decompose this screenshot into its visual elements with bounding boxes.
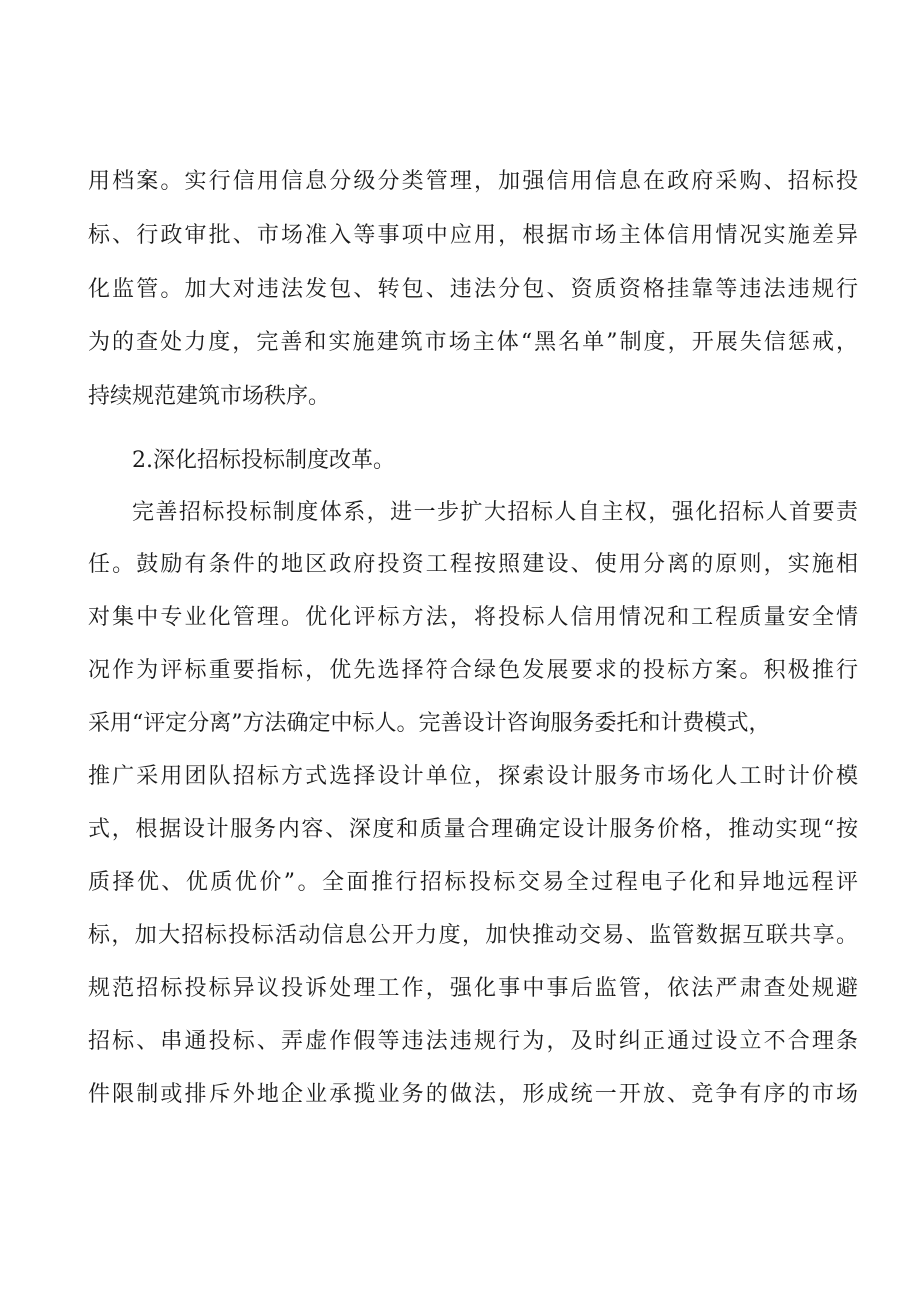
text-line: 完善招标投标制度体系，进一步扩大招标人自主权，强化招标人首要责 (132, 500, 858, 525)
text-line: 况作为评标重要指标，优先选择符合绿色发展要求的投标方案。积极推行 (88, 658, 858, 683)
text-line: 对集中专业化管理。优化评标方法，将投标人信用情况和工程质量安全情 (88, 605, 858, 630)
text-line: 推广采用团队招标方式选择设计单位，探索设计服务市场化人工时计价模 (88, 764, 858, 789)
text-line: 标、行政审批、市场准入等事项中应用，根据市场主体信用情况实施差异 (88, 223, 858, 248)
text-line: 式，根据设计服务内容、深度和质量合理确定设计服务价格，推动实现“按 (88, 817, 858, 842)
text-line: 招标、串通投标、弄虚作假等违法违规行为，及时纠正通过设立不合理条 (88, 1029, 858, 1054)
text-line: 用档案。实行信用信息分级分类管理，加强信用信息在政府采购、招标投 (88, 169, 858, 194)
text-line: 采用“评定分离”方法确定中标人。完善设计咨询服务委托和计费模式， (88, 711, 771, 736)
text-line: 规范招标投标异议投诉处理工作，强化事中事后监管，依法严肃查处规避 (88, 976, 858, 1001)
text-line: 标，加大招标投标活动信息公开力度，加快推动交易、监管数据互联共享。 (88, 923, 858, 948)
text-line: 件限制或排斥外地企业承揽业务的做法，形成统一开放、竞争有序的市场 (88, 1082, 858, 1107)
text-line: 持续规范建筑市场秩序。 (88, 384, 331, 409)
text-line: 任。鼓励有条件的地区政府投资工程按照建设、使用分离的原则，实施相 (88, 552, 858, 577)
section-heading: 2.深化招标投标制度改革。 (132, 448, 395, 473)
text-line: 化监管。加大对违法发包、转包、违法分包、资质资格挂靠等违法违规行 (88, 277, 858, 302)
text-line: 为的查处力度，完善和实施建筑市场主体“黑名单”制度，开展失信惩戒， (88, 330, 858, 355)
text-line: 质择优、优质优价”。全面推行招标投标交易全过程电子化和异地远程评 (88, 870, 858, 895)
